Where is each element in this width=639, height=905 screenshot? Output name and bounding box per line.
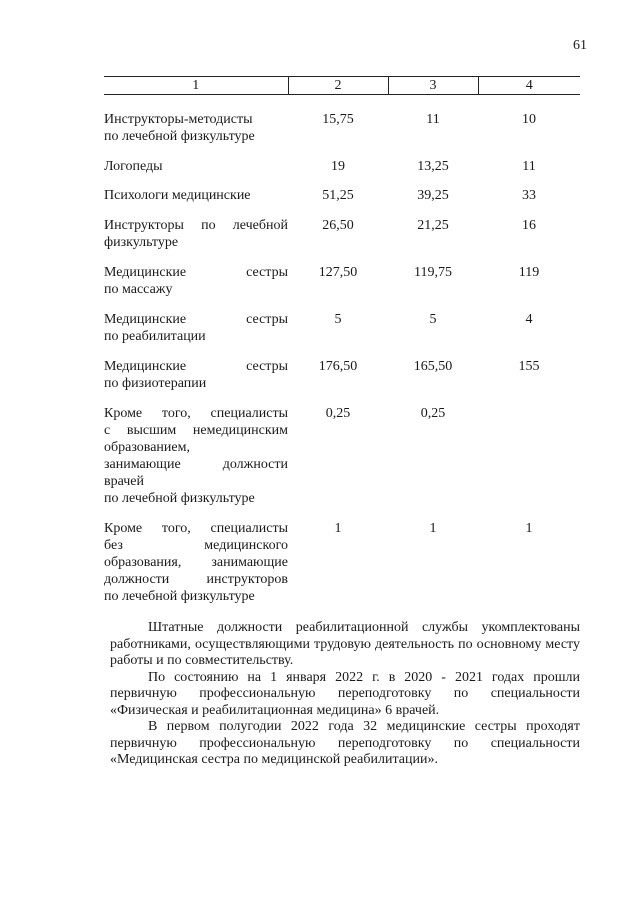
position-name-line: Инструкторы-методисты bbox=[104, 112, 253, 127]
column-header-1: 1 bbox=[104, 77, 288, 95]
value-c3: 11 bbox=[426, 112, 440, 127]
value-c3: 21,25 bbox=[417, 218, 449, 233]
table-row bbox=[104, 345, 580, 392]
position-name bbox=[104, 204, 288, 251]
value-c2: 176,50 bbox=[318, 359, 358, 374]
body-text bbox=[110, 620, 580, 769]
value-c4: 33 bbox=[522, 188, 536, 203]
value-c4: 10 bbox=[522, 112, 536, 127]
position-name-line: должности инструкторов bbox=[104, 572, 288, 587]
value-c4: 1 bbox=[525, 521, 533, 536]
value-c2: 0,25 bbox=[325, 406, 351, 421]
paragraph: Штатные должности реабилитационной службы укомплектованы работниками, осуществляющими трудовую деятельность по основному месту работы и по совместительству. bbox=[110, 620, 580, 668]
table-row bbox=[104, 204, 580, 251]
position-name-line: занимающие должности bbox=[104, 457, 288, 472]
position-name-line: по реабилитации bbox=[104, 329, 206, 344]
position-name bbox=[104, 251, 288, 298]
position-name-line: по массажу bbox=[104, 282, 173, 297]
position-name-line: по лечебной физкультуре bbox=[104, 491, 255, 506]
position-name-line: Кроме того, специалисты bbox=[104, 406, 288, 421]
value-c2: 51,25 bbox=[322, 188, 354, 203]
value-c4: 119 bbox=[518, 265, 540, 280]
value-c2: 26,50 bbox=[322, 218, 354, 233]
position-name-line: врачей bbox=[104, 474, 145, 489]
position-name-line: Медицинские сестры bbox=[104, 312, 288, 327]
position-name-line: Инструкторы по лечебной bbox=[104, 218, 288, 233]
value-c4 bbox=[478, 392, 580, 507]
value-c4: 11 bbox=[522, 159, 536, 174]
position-name-line: Медицинские сестры bbox=[104, 265, 288, 280]
value-c3: 13,25 bbox=[417, 159, 449, 174]
value-c3: 5 bbox=[429, 312, 437, 327]
value-c3: 165,50 bbox=[413, 359, 453, 374]
value-c3: 39,25 bbox=[417, 188, 449, 203]
value-c2: 15,75 bbox=[322, 112, 354, 127]
position-name-line: физкультуре bbox=[104, 235, 179, 250]
position-name-line: по лечебной физкультуре bbox=[104, 589, 255, 604]
position-name-line: Медицинские сестры bbox=[104, 359, 288, 374]
value-c2: 5 bbox=[334, 312, 342, 327]
table-body bbox=[104, 95, 580, 606]
table-row bbox=[104, 145, 580, 175]
position-name-line: Логопеды bbox=[104, 159, 163, 174]
table-header-row bbox=[104, 77, 580, 95]
position-name bbox=[104, 507, 288, 605]
staffing-table bbox=[104, 76, 580, 605]
position-name-line: по лечебной физкультуре bbox=[104, 129, 255, 144]
position-name-line: Кроме того, специалисты bbox=[104, 521, 288, 536]
value-c3: 1 bbox=[429, 521, 437, 536]
position-name-line: образования, занимающие bbox=[104, 555, 288, 570]
table-row bbox=[104, 507, 580, 605]
value-c2: 19 bbox=[331, 159, 345, 174]
value-c2: 127,50 bbox=[318, 265, 358, 280]
position-name bbox=[104, 298, 288, 345]
paragraph: По состоянию на 1 января 2022 г. в 2020 - 2021 годах прошли первичную профессиональную переподготовку по специальности «Физическая и реабилитационная медицина» 6 врачей. bbox=[110, 669, 580, 718]
table-row bbox=[104, 251, 580, 298]
value-c3: 119,75 bbox=[414, 265, 452, 280]
value-c2: 1 bbox=[334, 521, 342, 536]
value-c3: 0,25 bbox=[420, 406, 446, 421]
table-row bbox=[104, 298, 580, 345]
position-name bbox=[104, 345, 288, 392]
value-c4: 16 bbox=[522, 218, 536, 233]
value-c4: 4 bbox=[525, 312, 533, 327]
position-name-line: без медицинского bbox=[104, 538, 288, 553]
position-name bbox=[104, 392, 288, 507]
position-name bbox=[104, 175, 288, 204]
position-name bbox=[104, 145, 288, 175]
position-name-line: Психологи медицинские bbox=[104, 188, 251, 203]
position-name bbox=[104, 95, 288, 146]
value-c4: 155 bbox=[518, 359, 540, 374]
column-header-4: 4 bbox=[478, 77, 580, 95]
page-number: 61 bbox=[573, 38, 587, 53]
table-row bbox=[104, 392, 580, 507]
position-name-line: с высшим немедицинским bbox=[104, 423, 288, 438]
table-row bbox=[104, 175, 580, 204]
column-header-2: 2 bbox=[288, 77, 388, 95]
position-name-line: по физиотерапии bbox=[104, 376, 207, 391]
position-name-line: образованием, bbox=[104, 440, 190, 455]
column-header-3: 3 bbox=[388, 77, 478, 95]
table-row bbox=[104, 95, 580, 146]
paragraph: В первом полугодии 2022 года 32 медицинские сестры проходят первичную профессиональную переподготовку по специальности «Медицинская сестра по медицинской реабилитации». bbox=[110, 719, 580, 767]
